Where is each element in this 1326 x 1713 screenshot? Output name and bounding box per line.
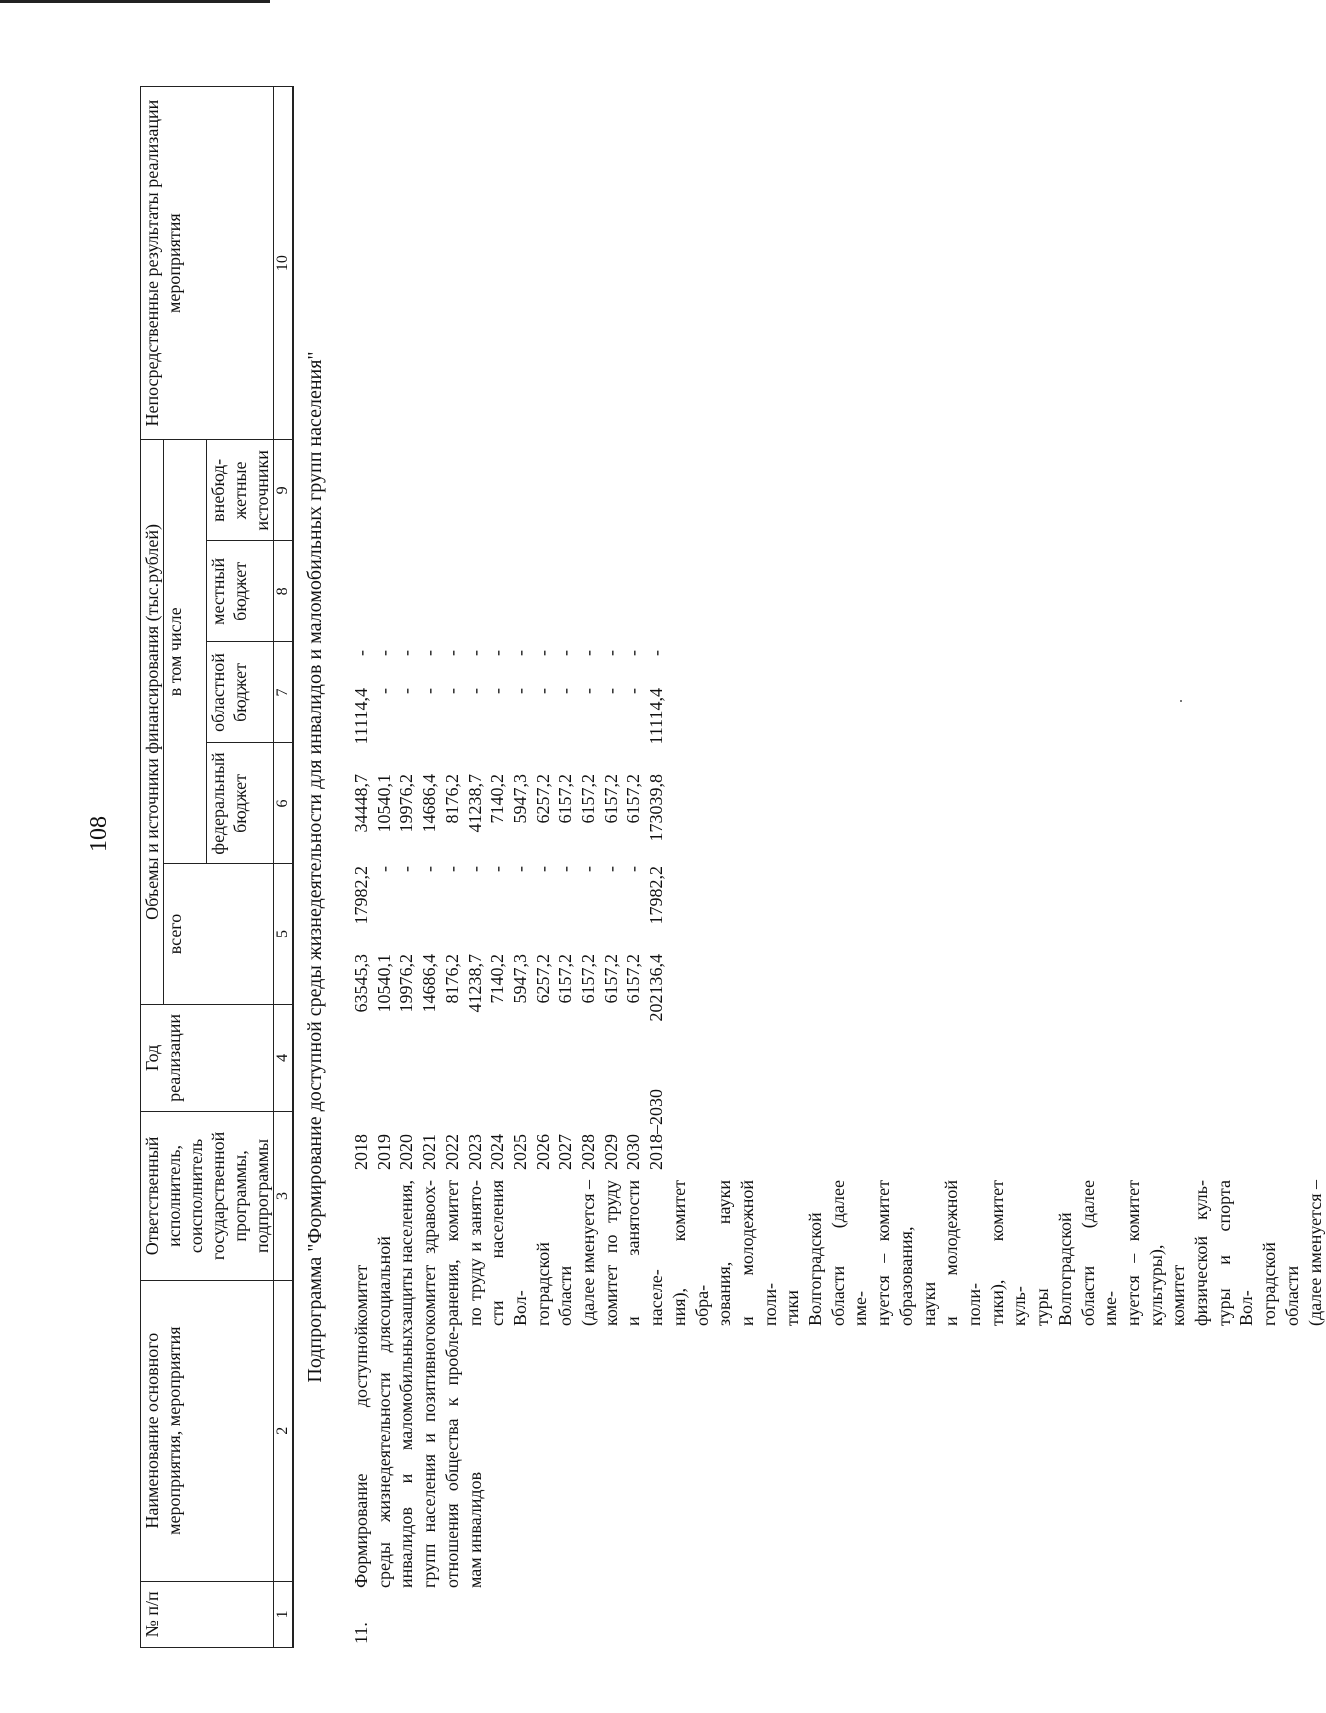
federal-cell: -	[600, 866, 621, 872]
responsible-line: защиты населения,	[396, 1180, 417, 1326]
header-federal: федеральный бюджет	[207, 743, 274, 864]
header-funding-group: Объемы и источники финансирования (тыс.рублей)	[141, 440, 164, 1004]
local-cell: 11114,4	[646, 688, 667, 745]
extra-cell: -	[464, 650, 485, 656]
extra-cell: -	[600, 650, 621, 656]
activity-name-line: Формирование доступной	[351, 1326, 371, 1588]
header-total: всего	[164, 864, 274, 1004]
activity-name-line: отношения общества к пробле-	[441, 1326, 462, 1588]
extra-cell: -	[555, 650, 576, 656]
local-cell: -	[600, 688, 621, 694]
scan-speck	[1180, 700, 1182, 702]
local-cell: -	[373, 688, 394, 694]
local-cell: -	[623, 688, 644, 694]
year-cell: 2018–2030	[646, 1089, 667, 1170]
total-cell: 202136,4	[646, 954, 667, 1022]
year-cell: 2022	[441, 1134, 462, 1170]
federal-cell: 17982,2	[351, 866, 371, 925]
header-regional: областной бюджет	[207, 642, 274, 743]
header-results: Непосредственные результаты реализации мероприятия	[141, 87, 274, 440]
extra-cell: -	[623, 650, 644, 656]
extra-cell: -	[509, 650, 530, 656]
federal-cell: -	[419, 866, 440, 872]
total-cell: 19976,2	[396, 954, 417, 1013]
responsible-line: тики), комитет куль-	[986, 1180, 1030, 1326]
local-cell: -	[396, 688, 417, 694]
responsible-line: (далее именуется –	[1304, 1179, 1325, 1326]
responsible-line: гоградской области	[1259, 1242, 1302, 1326]
column-number: 7	[274, 642, 294, 743]
federal-cell: 17982,2	[646, 866, 667, 925]
year-cell: 2023	[464, 1134, 485, 1170]
federal-cell: -	[396, 866, 417, 872]
year-cell: 2019	[373, 1134, 394, 1170]
federal-cell: -	[578, 866, 599, 872]
total-cell: 10540,1	[373, 954, 394, 1013]
federal-cell: -	[487, 866, 508, 872]
responsible-line: области (далее име-	[827, 1180, 871, 1326]
year-cell: 2029	[600, 1134, 621, 1170]
extra-cell: -	[351, 650, 371, 656]
year-cell: 2026	[532, 1134, 553, 1170]
federal-cell: -	[623, 866, 644, 872]
extra-cell: -	[441, 650, 462, 656]
responsible-line: по труду и занято-	[464, 1180, 485, 1326]
local-cell: -	[509, 688, 530, 694]
federal-cell: -	[373, 866, 394, 872]
total-cell: 6157,2	[578, 954, 599, 1004]
responsible-line: и молодежной поли-	[736, 1180, 780, 1326]
year-cell: 2027	[555, 1134, 576, 1170]
total-column	[350, 954, 668, 1070]
responsible-line: комитет здравоох-	[419, 1180, 440, 1326]
year-cell: 2028	[578, 1134, 599, 1170]
responsible-line: нуется – комитет	[1122, 1180, 1143, 1326]
year-cell: 2021	[419, 1134, 440, 1170]
responsible-line: (далее именуется –	[578, 1179, 599, 1326]
regional-cell: 10540,1	[373, 774, 394, 833]
responsible-line: области (далее име-	[1077, 1180, 1121, 1326]
header-name: Наименование основного мероприятия, мероприятия	[141, 1280, 274, 1581]
regional-column	[350, 774, 668, 866]
total-cell: 8176,2	[441, 954, 462, 1004]
header-including: в том числе	[164, 440, 207, 864]
local-cell: 11114,4	[351, 688, 371, 745]
federal-cell: -	[509, 866, 530, 872]
activity-name-line: групп населения и позитивного	[419, 1326, 440, 1588]
federal-cell: -	[532, 866, 553, 872]
extra-cell: -	[532, 650, 553, 656]
local-cell: -	[441, 688, 462, 694]
years-column	[350, 1070, 668, 1170]
page-number: 108	[86, 816, 112, 852]
column-number: 10	[274, 87, 294, 440]
column-number: 9	[274, 440, 294, 541]
responsible-line: и занятости населе-	[623, 1180, 667, 1326]
activity-name-line: мам инвалидов	[464, 1471, 485, 1588]
header-responsible: Ответственный исполнитель, соисполнитель государственной программы, подпрограммы	[141, 1112, 274, 1280]
extra-cell: -	[578, 650, 599, 656]
total-cell: 6157,2	[600, 954, 621, 1004]
responsible-line: и молодежной поли-	[941, 1180, 984, 1326]
federal-cell: -	[441, 866, 462, 872]
total-cell: 7140,2	[487, 954, 508, 1004]
regional-cell: 34448,7	[351, 774, 371, 833]
regional-cell: 41238,7	[464, 774, 485, 833]
extra-cell: -	[646, 650, 667, 656]
subprogram-title: Подпрограмма "Формирование доступной среды жизнедеятельности для инвалидов и маломобильных групп населения"	[304, 351, 326, 1383]
regional-cell: 6157,2	[600, 774, 621, 824]
regional-cell: 6157,2	[555, 774, 576, 824]
header-extra: внебюд-жетные источники	[207, 440, 274, 541]
extra-cell: -	[487, 650, 508, 656]
year-cell: 2018	[351, 1134, 371, 1170]
total-cell: 63545,3	[351, 954, 371, 1013]
regional-cell: 19976,2	[396, 774, 417, 833]
federal-cell: -	[464, 866, 485, 872]
header-year: Год реализации	[141, 1004, 274, 1112]
column-number: 1	[274, 1581, 294, 1647]
total-cell: 41238,7	[464, 954, 485, 1013]
responsible-line: ранения, комитет	[441, 1180, 462, 1326]
responsible-line: нуется – комитет	[873, 1180, 894, 1326]
column-number: 3	[274, 1112, 294, 1280]
regional-cell: 6157,2	[578, 774, 599, 824]
column-number: 4	[274, 1004, 294, 1112]
federal-cell: -	[555, 866, 576, 872]
responsible-line: гоградской области	[532, 1242, 576, 1326]
responsible-line: зования, науки	[714, 1180, 735, 1326]
local-cell: -	[464, 688, 485, 694]
regional-cell: 7140,2	[487, 774, 508, 824]
regional-cell: 5947,3	[509, 774, 530, 824]
responsible-line: туры и спорта Вол-	[1213, 1180, 1257, 1326]
rotated-sheet	[140, 58, 1325, 1648]
local-cell: -	[487, 688, 508, 694]
total-cell: 6257,2	[532, 954, 553, 1004]
responsible-line: культуры), комитет	[1145, 1244, 1189, 1326]
regional-cell: 6257,2	[532, 774, 553, 824]
responsible-line: тики Волгоградской	[782, 1212, 826, 1326]
extra-column	[350, 618, 668, 688]
responsible-line: образования, науки	[895, 1226, 939, 1326]
regional-cell: 173039,8	[646, 774, 667, 842]
extra-cell: -	[419, 650, 440, 656]
responsible-line: физической куль-	[1191, 1180, 1212, 1326]
row-number: 11.	[351, 1622, 371, 1644]
column-number: 6	[274, 743, 294, 864]
column-number: 5	[274, 864, 294, 1004]
responsible-line: туры Волгоградской	[1032, 1212, 1075, 1326]
regional-cell: 14686,4	[419, 774, 440, 833]
responsible-line: комитет социальной	[351, 1236, 394, 1326]
extra-cell: -	[373, 650, 394, 656]
local-cell: -	[419, 688, 440, 694]
year-cell: 2025	[509, 1134, 530, 1170]
local-cell: -	[532, 688, 553, 694]
local-cell: -	[578, 688, 599, 694]
year-cell: 2030	[623, 1134, 644, 1170]
year-cell: 2020	[396, 1134, 417, 1170]
top-edge-line	[0, 0, 270, 3]
activity-name-line: инвалидов и маломобильных	[396, 1326, 417, 1588]
extra-cell: -	[396, 650, 417, 656]
column-number: 8	[274, 541, 294, 642]
responsible-line: комитет по труду	[600, 1180, 621, 1326]
year-cell: 2024	[487, 1134, 508, 1170]
regional-cell: 6157,2	[623, 774, 644, 824]
column-number: 2	[274, 1280, 294, 1581]
total-cell: 5947,3	[509, 954, 530, 1004]
responsible-line: сти населения Вол-	[487, 1180, 530, 1326]
responsible-line: ния), комитет обра-	[668, 1180, 712, 1326]
header-no: № п/п	[141, 1581, 274, 1647]
local-cell: -	[555, 688, 576, 694]
header-local: местный бюджет	[207, 541, 274, 642]
total-cell: 6157,2	[623, 954, 644, 1004]
responsible-executor	[350, 1180, 1326, 1326]
federal-column	[350, 866, 668, 952]
total-cell: 14686,4	[419, 954, 440, 1013]
activity-name	[350, 1326, 486, 1588]
total-cell: 6157,2	[555, 954, 576, 1004]
activity-name-line: среды жизнедеятельности для	[373, 1326, 394, 1588]
funding-table-header	[140, 86, 294, 1648]
column-number-row	[274, 87, 294, 1648]
regional-cell: 8176,2	[441, 774, 462, 824]
local-column	[350, 688, 668, 774]
